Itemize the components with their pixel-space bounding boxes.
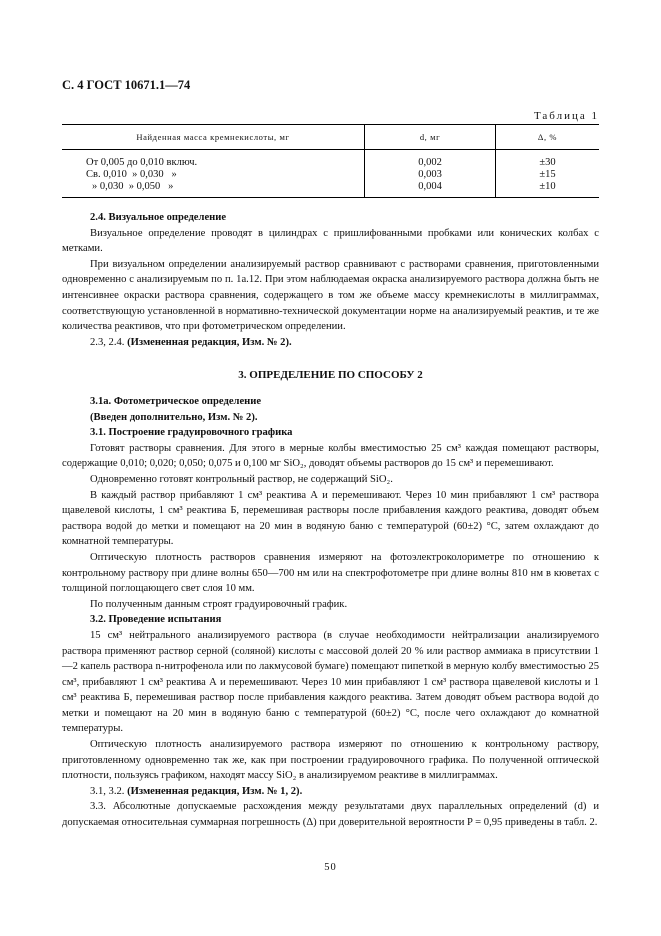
paragraph: Одновременно готовят контрольный раствор, не содержащий SiO₂. [90, 473, 393, 485]
amendment-note: 3.1, 3.2. (Измененная редакция, Изм. № 1, 2). [90, 785, 303, 797]
table-1 [62, 124, 599, 198]
column-header: Найденная масса кремнекислоты, мг [62, 125, 365, 150]
paragraph: При визуальном определении анализируемый раствор сравнивают с растворами сравнения, приготовленными одновременно с анализируемым по п. 1а.12. При этом наблюдаемая окраска анализируемого раствора должна быть не интенсивнее окраски раствора сравнения, содержащего в том же объеме массу кремнекислоты в миллиграммах, соответствующую установленной в нормативно-технической документации норме на анализируемый реактив, и те же количества реактивов, что при фотометрическом определении. [62, 258, 599, 333]
page-header: С. 4 ГОСТ 10671.1—74 [62, 78, 191, 92]
table-caption: Таблица 1 [533, 110, 599, 122]
table-cell: ±10 [539, 181, 556, 192]
section-heading: 3.1. Построение градуировочного графика [90, 427, 293, 439]
paragraph: 15 см³ нейтрального анализируемого раствора (в случае необходимости нейтрализации анализируемого раствора применяют раствор серной (соляной) кислоты с массовой долей 20 % или раствор аммиака в присутствии 1—2 капель раствора n-нитрофенола или по лакмусовой бумаге) помещают пипеткой в мерную колбу вместимостью 25 см³, прибавляют 1 см³ реактива А и перемешивают. Через 10 мин прибавляют 1 см³ раствора щавелевой кислоты и 1 см³ реактива Б, перемешивая раствор после прибавления каждого реактива. Затем доводят объем раствора водой до метки и помещают на 20 мин в водяную баню с температурой (60±2) °С, после чего охлаждают до комнатной температуры. [62, 629, 599, 735]
paragraph: Оптическую плотность анализируемого раствора измеряют по отношению к контрольному раствору, приготовленному одновременно так же, как при построении градуировочного графика. По полученной оптической плотности, пользуясь графиком, находят массу SiO₂ в анализируемом реактиве в миллиграммах. [62, 739, 599, 782]
table-cell: ±30 [539, 157, 556, 168]
paragraph: 3.3. Абсолютные допускаемые расхождения между результатами двух параллельных определений (d) и допускаемая относительная суммарная погрешность (Δ) при доверительной вероятности P = 0,95 приведены в табл. 2. [62, 801, 599, 829]
table-cell: » 0,030 » 0,050 » [92, 181, 174, 192]
section-heading: 2.4. Визуальное определение [90, 212, 227, 223]
section-heading: 3.1а. Фотометрическое определение [90, 396, 262, 407]
section-3-title: 3. ОПРЕДЕЛЕНИЕ ПО СПОСОБУ 2 [238, 369, 423, 381]
amendment-note: 2.3, 2.4. (Измененная редакция, Изм. № 2). [90, 336, 292, 348]
table-cell: 0,002 [418, 157, 442, 168]
table-cell: 0,004 [418, 181, 442, 192]
section-heading: 3.2. Проведение испытания [90, 614, 222, 626]
paragraph: В каждый раствор прибавляют 1 см³ реактива А и перемешивают. Через 10 мин прибавляют 1 см³ раствора щавелевой кислоты, 1 см³ реактива Б, перемешивая растворы после прибавления каждого реактива, доводят объем раствора водой до метки и помещают на 20 мин в водяную баню с температурой (60±2) °С, затем охлаждают до комнатной температуры. [62, 489, 599, 548]
paragraph: Готовят растворы сравнения. Для этого в мерные колбы вместимостью 25 см³ каждая помещают растворы, содержащие 0,010; 0,020; 0,050; 0,075 и 0,100 мг SiO₂, доводят объемы растворов до 15 см³ и перемешивают. [62, 442, 599, 470]
table-cell: От 0,005 до 0,010 включ. [86, 157, 198, 168]
table-cell: Св. 0,010 » 0,030 » [86, 169, 177, 180]
table-cell: 0,003 [418, 169, 442, 180]
paragraph: Оптическую плотность растворов сравнения измеряют на фотоэлектроколориметре по отношению к контрольному раствору при длине волны 650—700 нм или на спектрофотометре при длине волны 810 нм в кюветах с толщиной поглощающего свет слоя 10 мм. [62, 551, 599, 595]
section-2-4 [62, 210, 599, 350]
paragraph: По полученным данным строят градуировочный график. [90, 598, 348, 610]
section-3 [62, 394, 599, 831]
page-number: 50 [324, 862, 337, 873]
table-row [62, 150, 599, 198]
column-header: d, мг [365, 125, 496, 150]
amendment-note: (Введен дополнительно, Изм. № 2). [90, 411, 258, 423]
paragraph: Визуальное определение проводят в цилиндрах с пришлифованными пробками или конических колбах с метками. [62, 227, 599, 255]
table-cell: ±15 [539, 169, 556, 180]
column-header: Δ, % [496, 125, 600, 150]
